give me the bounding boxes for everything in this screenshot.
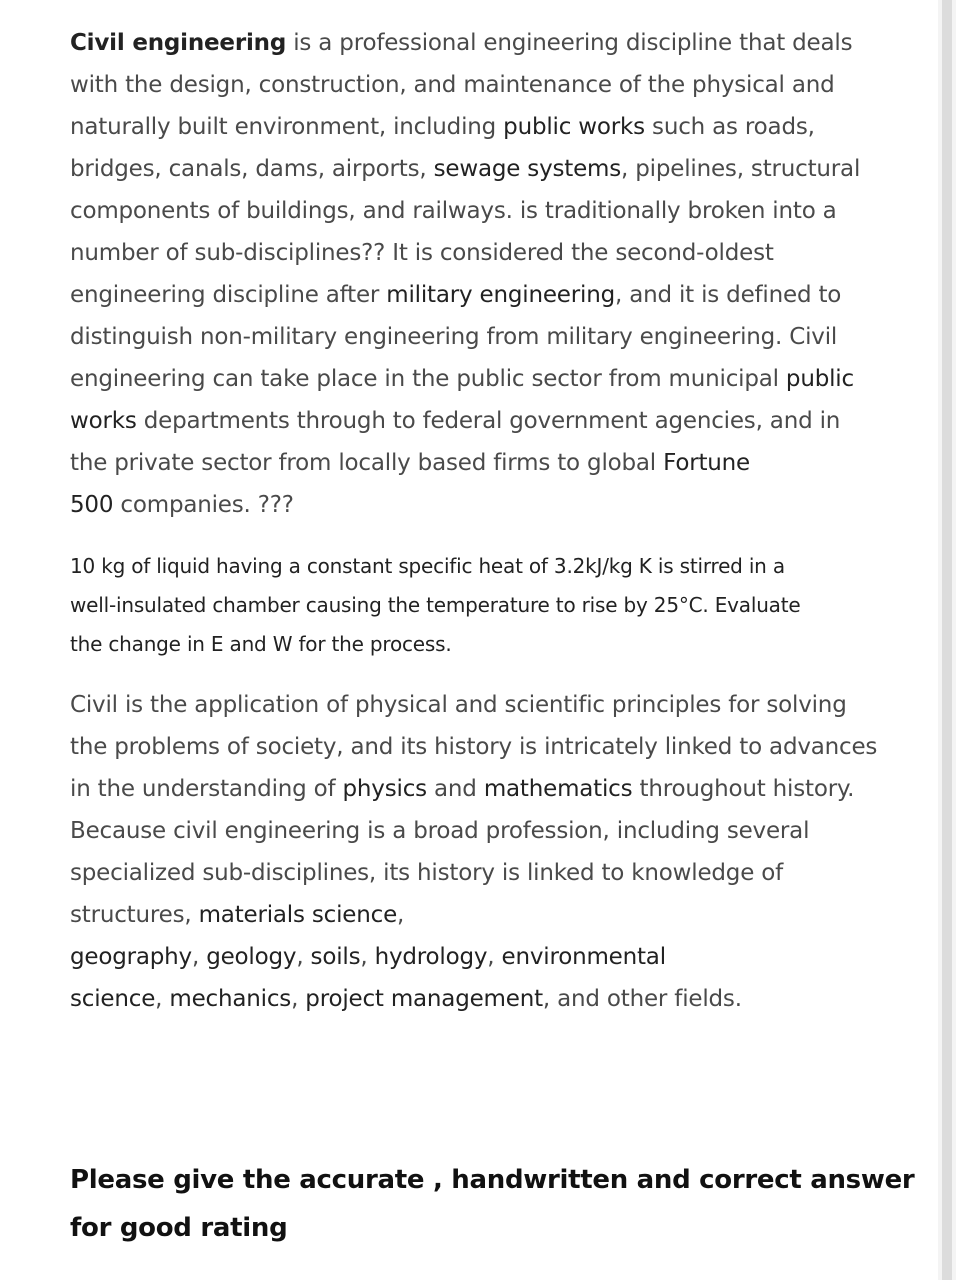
public-works-link[interactable]: public works [503,114,645,140]
hydrology-link[interactable]: hydrology [374,944,488,970]
text-line: Civil engineering is a professional engineering discipline that deals [70,30,853,56]
materials-science-link[interactable]: materials science [198,902,398,928]
history-paragraph [70,684,900,1020]
text-line: components of buildings, and railways. is traditionally broken into a [70,198,837,224]
text-line: the private sector from locally based firms to global Fortune [70,450,750,476]
fortune-500-link[interactable]: Fortune [663,450,750,476]
text-line: bridges, canals, dams, airports, sewage systems, pipelines, structural [70,156,861,182]
text-line: 500 companies. ??? [70,492,294,518]
text-line: structures, materials science, [70,902,405,928]
mathematics-link[interactable]: mathematics [483,776,633,802]
scrollbar-thumb[interactable] [942,0,952,1280]
closing-line: for good rating [70,1213,288,1243]
text-line: distinguish non-military engineering from military engineering. Civil [70,324,838,350]
fortune-500-link-cont[interactable]: 500 [70,492,114,518]
sewage-systems-link[interactable]: sewage systems [433,156,622,182]
military-engineering-link[interactable]: military engineering [386,282,615,308]
text-line: Because civil engineering is a broad profession, including several [70,818,810,844]
text-line: naturally built environment, including public works such as roads, [70,114,815,140]
public-works-dept-link-cont[interactable]: works [70,408,137,434]
scrollbar-track[interactable] [938,0,956,1280]
question-paragraph [70,547,900,664]
closing-line: Please give the accurate , handwritten and correct answer [70,1165,915,1195]
geography-link[interactable]: geography [70,944,192,970]
text-line: the problems of society, and its history is intricately linked to advances [70,734,878,760]
geology-link[interactable]: geology [206,944,297,970]
intro-paragraph [70,22,900,526]
text-line: number of sub-disciplines?? It is considered the second-oldest [70,240,774,266]
heading-term: Civil engineering [70,30,287,56]
question-line: the change in E and W for the process. [70,632,452,656]
text-line: with the design, construction, and maintenance of the physical and [70,72,835,98]
text-line: Civil is the application of physical and scientific principles for solving [70,692,847,718]
text-line: engineering discipline after military engineering, and it is defined to [70,282,842,308]
closing-request [70,1156,915,1252]
text-line: science, mechanics, project management, and other fields. [70,986,742,1012]
physics-link[interactable]: physics [342,776,427,802]
soils-link[interactable]: soils [310,944,361,970]
mechanics-link[interactable]: mechanics [169,986,292,1012]
question-line: well-insulated chamber causing the temperature to rise by 25°C. Evaluate [70,593,801,617]
environmental-science-link[interactable]: environmental [501,944,666,970]
public-works-dept-link[interactable]: public [785,366,854,392]
project-management-link[interactable]: project management [305,986,543,1012]
text-line: specialized sub-disciplines, its history is linked to knowledge of [70,860,784,886]
question-line: 10 kg of liquid having a constant specific heat of 3.2kJ/kg K is stirred in a [70,554,785,578]
text-line: geography, geology, soils, hydrology, environmental [70,944,666,970]
text-line: engineering can take place in the public sector from municipal public [70,366,854,392]
text-line: in the understanding of physics and mathematics throughout history. [70,776,855,802]
environmental-science-link-cont[interactable]: science [70,986,156,1012]
text-line: works departments through to federal government agencies, and in [70,408,841,434]
